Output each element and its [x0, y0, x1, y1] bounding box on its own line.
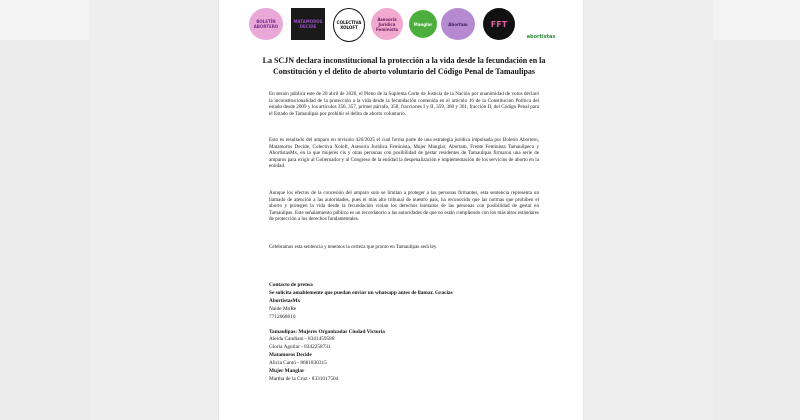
contact-entry: Martha de la Cruz - 8331017504 [269, 375, 339, 382]
boletin-abortero-logo: BOLETÍN ABORTERO [249, 8, 283, 40]
asesoria-juridica-logo: Asesoría Jurídica Feminista [371, 8, 403, 40]
contact-org-matamoros: Matamoros Decide [269, 352, 312, 359]
contact-name: Naide MoRe [269, 305, 297, 312]
contact-org-tamaulipas: Tamaulipas: Mujeres Organizadas Ciudad Victoria [269, 328, 385, 335]
frente-feminista-logo: FFT [483, 8, 515, 40]
background-tile [713, 40, 800, 420]
background-tile [0, 40, 90, 420]
logo-bar [249, 8, 559, 42]
abortistas-mx-logo: abortistas [523, 8, 559, 40]
abortam-logo: Abortam [441, 8, 475, 40]
contact-org-abortistas: AbortistasMx [269, 297, 301, 304]
press-contact-block [269, 282, 539, 384]
press-release-title: La SCJN declara inconstitucional la protección a la vida desde la fecundación en la Constitución y el delito de aborto voluntario del Código Penal de Tamaulipas [262, 56, 546, 76]
matamoros-decide-logo: MATAMOROS DECIDE [291, 8, 325, 40]
mujer-manglar-logo: Manglar [409, 10, 437, 38]
contact-request: Se solicita amablemente que puedan enviar un whatsapp antes de llamar. Gracias [269, 289, 453, 296]
paragraph-4: Celebramos esta sentencia y tenemos la certeza que pronto en Tamaulipas será ley. [269, 244, 438, 250]
colectiva-xoloft-logo: COLECTIVA XOLOFT [333, 8, 365, 42]
contact-heading: Contacto de prensa [269, 282, 313, 288]
background-tile [90, 0, 219, 420]
paragraph-2: Esto es resultado del amparo en revisión 426/2025 el cual forma parte de una estrategia jurídica impulsada por Boletín Abortero, Matamoros Decide, Colectiva Xoloft, Asesoría Jurídica Feminista, Mujer Manglar, Abortam, Frente Feminista Tamaulipeco y AbortistasMx, en la que mujeres cis y otras personas con posibilidad de gestar residentes de Tamaulipas firmaron una serie de amparos para exigir al Gobernador y al Congreso de la entidad la despenalización e implementación de los servicios de aborto en la entidad. [269, 137, 539, 170]
contact-entry: Gloria Aguilar - 8342258731 [269, 344, 331, 351]
contact-org-manglar: Mujer Manglar [269, 368, 305, 375]
press-release-page [219, 0, 583, 420]
paragraph-3: Aunque los efectos de la concesión del amparo solo se limitan a proteger a las personas firmantes, esta sentencia representa un llamado de atención a las autoridades, pues el más alto tribunal de nuestro país, ha reconocido que las normas que prohíben el aborto y protegen la vida desde la fecundación violan los derechos humanos de las personas con posibilidad de gestar en Tamaulipas. Este señalamiento público es un recordatorio a las autoridades de que no están cumpliendo con los más altos estándares de protección a los derechos fundamentales. [269, 190, 539, 223]
paragraph-1: En sesión pública este de 20 abril de 2026, el Pleno de la Suprema Corte de Justicia de la Nación por unanimidad de votos declaró la inconstitucionalidad de la protección a la vida desde la fecundación contenida en el artículo 16 de la Constitución Política del estado desde 2009 y los artículos 356, 357, primer párrafo, 358, fracciones I y II, 359, 360 y 361, fracción II, del Código Penal para el Estado de Tamaulipas por prohibir el delito de aborto voluntario. [269, 91, 539, 117]
contact-entry: Aleida Candiani - 8341459588 [269, 336, 335, 343]
background-tile [583, 0, 713, 420]
contact-phone: 7712668610 [269, 313, 296, 320]
contact-entry: Alicia Cantú - 8681830315 [269, 360, 327, 367]
